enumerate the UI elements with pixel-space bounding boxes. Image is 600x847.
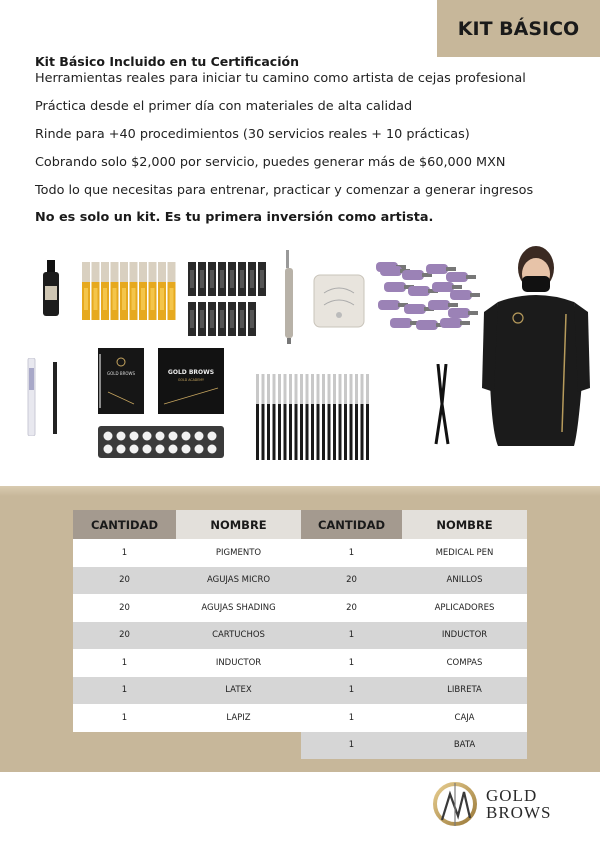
quantity-cell: 1: [301, 704, 402, 732]
intro-heading: Kit Básico Incluido en tu Certificación: [35, 54, 299, 69]
table-row: [73, 567, 527, 595]
empty-cell: [176, 732, 301, 760]
pigment-bottle-image: [40, 260, 62, 318]
applicators-image: [256, 374, 374, 460]
logo-line-gold: GOLD: [486, 786, 538, 805]
quantity-cell: 20: [73, 594, 176, 622]
kit-contents-table: [73, 510, 527, 759]
medical-pen-image: [282, 250, 296, 345]
name-cell: PIGMENTO: [176, 539, 301, 567]
quantity-cell: 1: [301, 732, 402, 760]
gold-divider: [0, 486, 600, 496]
box-label: GOLD BROWS: [167, 369, 215, 376]
table-row: [73, 594, 527, 622]
intro-line: Herramientas reales para iniciar tu camino como artista de cejas profesional: [35, 71, 526, 86]
quantity-cell: 20: [73, 567, 176, 595]
compass-stencil-image: [312, 273, 366, 329]
table-row: [73, 704, 527, 732]
name-cell: INDUCTOR: [402, 622, 527, 650]
intro-line: Rinde para +40 procedimientos (30 servicios reales + 10 prácticas): [35, 127, 470, 142]
column-header-nombre: NOMBRE: [402, 510, 527, 539]
empty-cell: [73, 732, 176, 760]
name-cell: APLICADORES: [402, 594, 527, 622]
table-row: [73, 677, 527, 705]
intro-line: Cobrando solo $2,000 por servicio, puedes generar más de $60,000 MXN: [35, 155, 506, 170]
intro-section: [35, 54, 575, 226]
box-sublabel: GOLD ACADEMY: [178, 378, 204, 382]
name-cell: INDUCTOR: [176, 649, 301, 677]
quantity-cell: 1: [301, 622, 402, 650]
name-cell: AGUJAS MICRO: [176, 567, 301, 595]
name-cell: BATA: [402, 732, 527, 760]
cartridges-image: [376, 262, 480, 334]
quantity-cell: 1: [73, 677, 176, 705]
notebook-image: [98, 348, 144, 414]
quantity-cell: 1: [301, 677, 402, 705]
table-row: [73, 732, 527, 760]
quantity-cell: 20: [301, 567, 402, 595]
name-cell: LIBRETA: [402, 677, 527, 705]
column-header-cantidad: CANTIDAD: [301, 510, 402, 539]
column-header-nombre: NOMBRE: [176, 510, 301, 539]
quantity-cell: 1: [73, 704, 176, 732]
name-cell: COMPAS: [402, 649, 527, 677]
kit-products-photo: [0, 240, 600, 470]
name-cell: ANILLOS: [402, 567, 527, 595]
name-cell: CARTUCHOS: [176, 622, 301, 650]
quantity-cell: 1: [73, 539, 176, 567]
column-header-cantidad: CANTIDAD: [73, 510, 176, 539]
table-row: [73, 649, 527, 677]
gold-brows-logo: [430, 776, 570, 832]
model-apron-image: [478, 242, 594, 448]
name-cell: AGUJAS SHADING: [176, 594, 301, 622]
shading-needles-image: [188, 262, 268, 340]
quantity-cell: 20: [73, 622, 176, 650]
notebook-label: GOLD BROWS: [107, 371, 135, 376]
logo-wordmark: [486, 787, 551, 821]
name-cell: CAJA: [402, 704, 527, 732]
rings-tray-image: [98, 426, 224, 458]
name-cell: LAPIZ: [176, 704, 301, 732]
name-cell: LATEX: [176, 677, 301, 705]
gb-monogram-icon: [430, 778, 480, 830]
latex-tool-image: [432, 364, 452, 446]
intro-line: Todo lo que necesitas para entrenar, practicar y comenzar a generar ingresos: [35, 183, 534, 198]
name-cell: MEDICAL PEN: [402, 539, 527, 567]
micro-needles-image: [82, 262, 178, 324]
page-title: KIT BÁSICO: [457, 17, 580, 40]
intro-line: Práctica desde el primer día con materiales de alta calidad: [35, 99, 413, 114]
intro-closing: No es solo un kit. Es tu primera inversión como artista.: [35, 210, 434, 225]
quantity-cell: 1: [301, 539, 402, 567]
page-title-badge: [437, 0, 600, 57]
inductor-image: [25, 358, 37, 436]
quantity-cell: 1: [301, 649, 402, 677]
kit-table-section: [0, 496, 600, 772]
quantity-cell: 20: [301, 594, 402, 622]
table-row: [73, 539, 527, 567]
pencil-image: [52, 362, 58, 434]
table-row: [73, 622, 527, 650]
quantity-cell: 1: [73, 649, 176, 677]
logo-line-brows: BROWS: [486, 803, 552, 822]
kit-box-image: [158, 348, 224, 414]
